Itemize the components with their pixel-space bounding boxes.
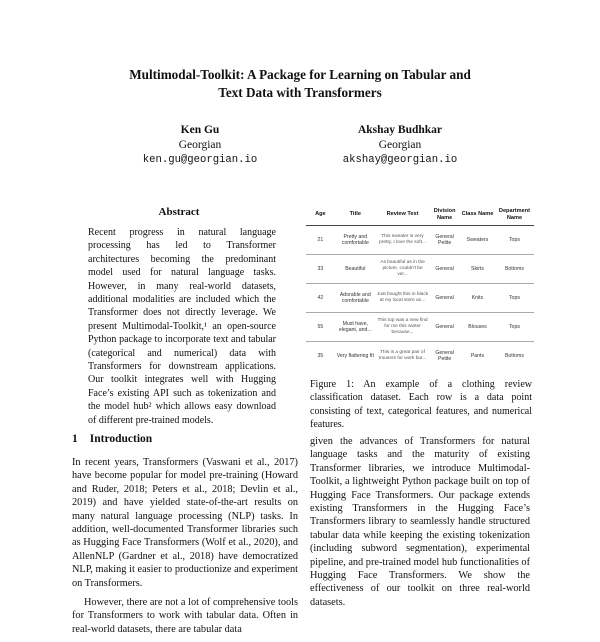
cell-class: Skirts [460, 255, 495, 284]
table-row [306, 255, 534, 284]
author-block-2 [300, 122, 500, 168]
cell-review-text: As beautiful as in the picture, couldn't be ver... [376, 255, 429, 284]
section-title: Introduction [89, 433, 153, 445]
cell-review-text: This top was a new find for me this winter because... [376, 313, 429, 342]
header-title: Title [335, 204, 376, 226]
cell-division: General Petite [435, 349, 454, 363]
table-row [306, 313, 534, 342]
header-division-name: Division Name [429, 204, 460, 226]
cell-department: Bottoms [495, 255, 534, 284]
cell-age: 42 [306, 284, 335, 313]
cell-review-text: This sweater is very pretty, I love the soft... [376, 226, 429, 255]
cell-title: Beautiful [335, 255, 376, 284]
author-name: Ken Gu [180, 124, 220, 136]
cell-title: Must have, elegant, and... [335, 313, 376, 342]
intro-paragraph-1: In recent years, Transformers (Vaswani et al., 2017) have become popular for model pre-training (Howard and Ruder, 2018; Peters et al., 2018; Devlin et al., 2019) and have yielded state-of-the-art results on many natural language processing (NLP) tasks. In addition, well-documented Transformer libraries such as Hugging Face Transformers (Wolf et al., 2020), and AllenNLP (Gardner et al., 2018) have democratized NLP, making it easier to productionize and experiment on Transformers. [72, 457, 298, 589]
author-affiliation: Georgian [178, 139, 222, 151]
cell-age: 33 [306, 255, 335, 284]
cell-division: General [429, 255, 460, 284]
cell-age: 55 [306, 313, 335, 342]
cell-division: General [429, 284, 460, 313]
cell-department: Bottoms [504, 353, 524, 360]
author-email: ken.gu@georgian.io [142, 154, 258, 166]
paper-title-line-1: Multimodal-Toolkit: A Package for Learning on Tabular and [129, 67, 471, 82]
cell-review-text: Just bought this in black at my local store an... [376, 284, 429, 313]
author-name: Akshay Budhkar [357, 124, 443, 136]
right-column-paragraph: given the advances of Transformers for natural language tasks and the maturity of existing Transformer libraries, we introduce Multimodal-Toolkit, a lightweight Python package built on top of Hugging Face Transformers. Our package extends existing Transformers in the Hugging Face’s Transformers library to seamlessly handle structured tabular data while keeping the existing tokenization (including subword segmentation), experimental pipeline, and pre-trained model hub functionalities of Hugging Face Transformers. We show the effectiveness of our toolkit on three real-world datasets. [310, 436, 530, 608]
paper-title-line-2: Text Data with Transformers [218, 85, 382, 100]
author-email: akshay@georgian.io [342, 154, 458, 166]
cell-title: Pretty and comfortable [335, 226, 376, 255]
cell-department: Tops [495, 226, 534, 255]
figure-1-table [306, 204, 534, 370]
header-department-name: Department Name [495, 204, 534, 226]
cell-department: Tops [495, 284, 534, 313]
table-row [306, 284, 534, 313]
cell-class: Pants [470, 353, 485, 360]
paper-title [60, 66, 540, 102]
author-block-1 [100, 122, 300, 168]
cell-age: 21 [306, 226, 335, 255]
cell-class: Sweaters [460, 226, 495, 255]
cell-age: 35 [317, 353, 324, 360]
section-number: 1 [72, 433, 78, 445]
cell-class: Blouses [460, 313, 495, 342]
intro-paragraph-2: However, there are not a lot of comprehensive tools for Transformers to work with tabular data. Often in real-world datasets, there are tabular data [72, 597, 298, 635]
header-class-name: Class Name [460, 204, 495, 226]
section-heading [72, 433, 152, 445]
cell-class: Knits [460, 284, 495, 313]
table-row [306, 342, 534, 371]
header-age: Age [306, 204, 335, 226]
cell-review-text: This is a great pair of trousers for work but... [378, 349, 427, 362]
author-affiliation: Georgian [378, 139, 422, 151]
figure-caption: Figure 1: An example of a clothing review classification dataset. Each row is a data point consisting of text, categorical features, and numerical features. [310, 379, 532, 431]
cell-title: Very flattering fit [336, 353, 374, 360]
table-row [306, 226, 534, 255]
cell-division: General Petite [429, 226, 460, 255]
left-column-body [72, 456, 298, 642]
cell-division: General [429, 313, 460, 342]
cell-title: Adorable and comfortable [335, 284, 376, 313]
right-column-body [310, 435, 530, 609]
table-header-row [306, 204, 534, 226]
cell-department: Tops [495, 313, 534, 342]
header-review-text: Review Text [376, 204, 429, 226]
abstract-heading: Abstract [158, 206, 200, 218]
abstract-text: Recent progress in natural language processing has led to Transformer architectures becoming the predominant model used for natural language tasks. However, in many real-world datasets, additional modalities are included which the Transformer does not directly leverage. We present Multimodal-Toolkit,¹ an open-source Python package to incorporate text and tabular (categorical and numerical) data with Transformers for downstream applications. Our toolkit integrates well with Hugging Face’s existing API such as tokenization and the model hub² which allows easy download of different pre-trained models. [88, 227, 276, 426]
